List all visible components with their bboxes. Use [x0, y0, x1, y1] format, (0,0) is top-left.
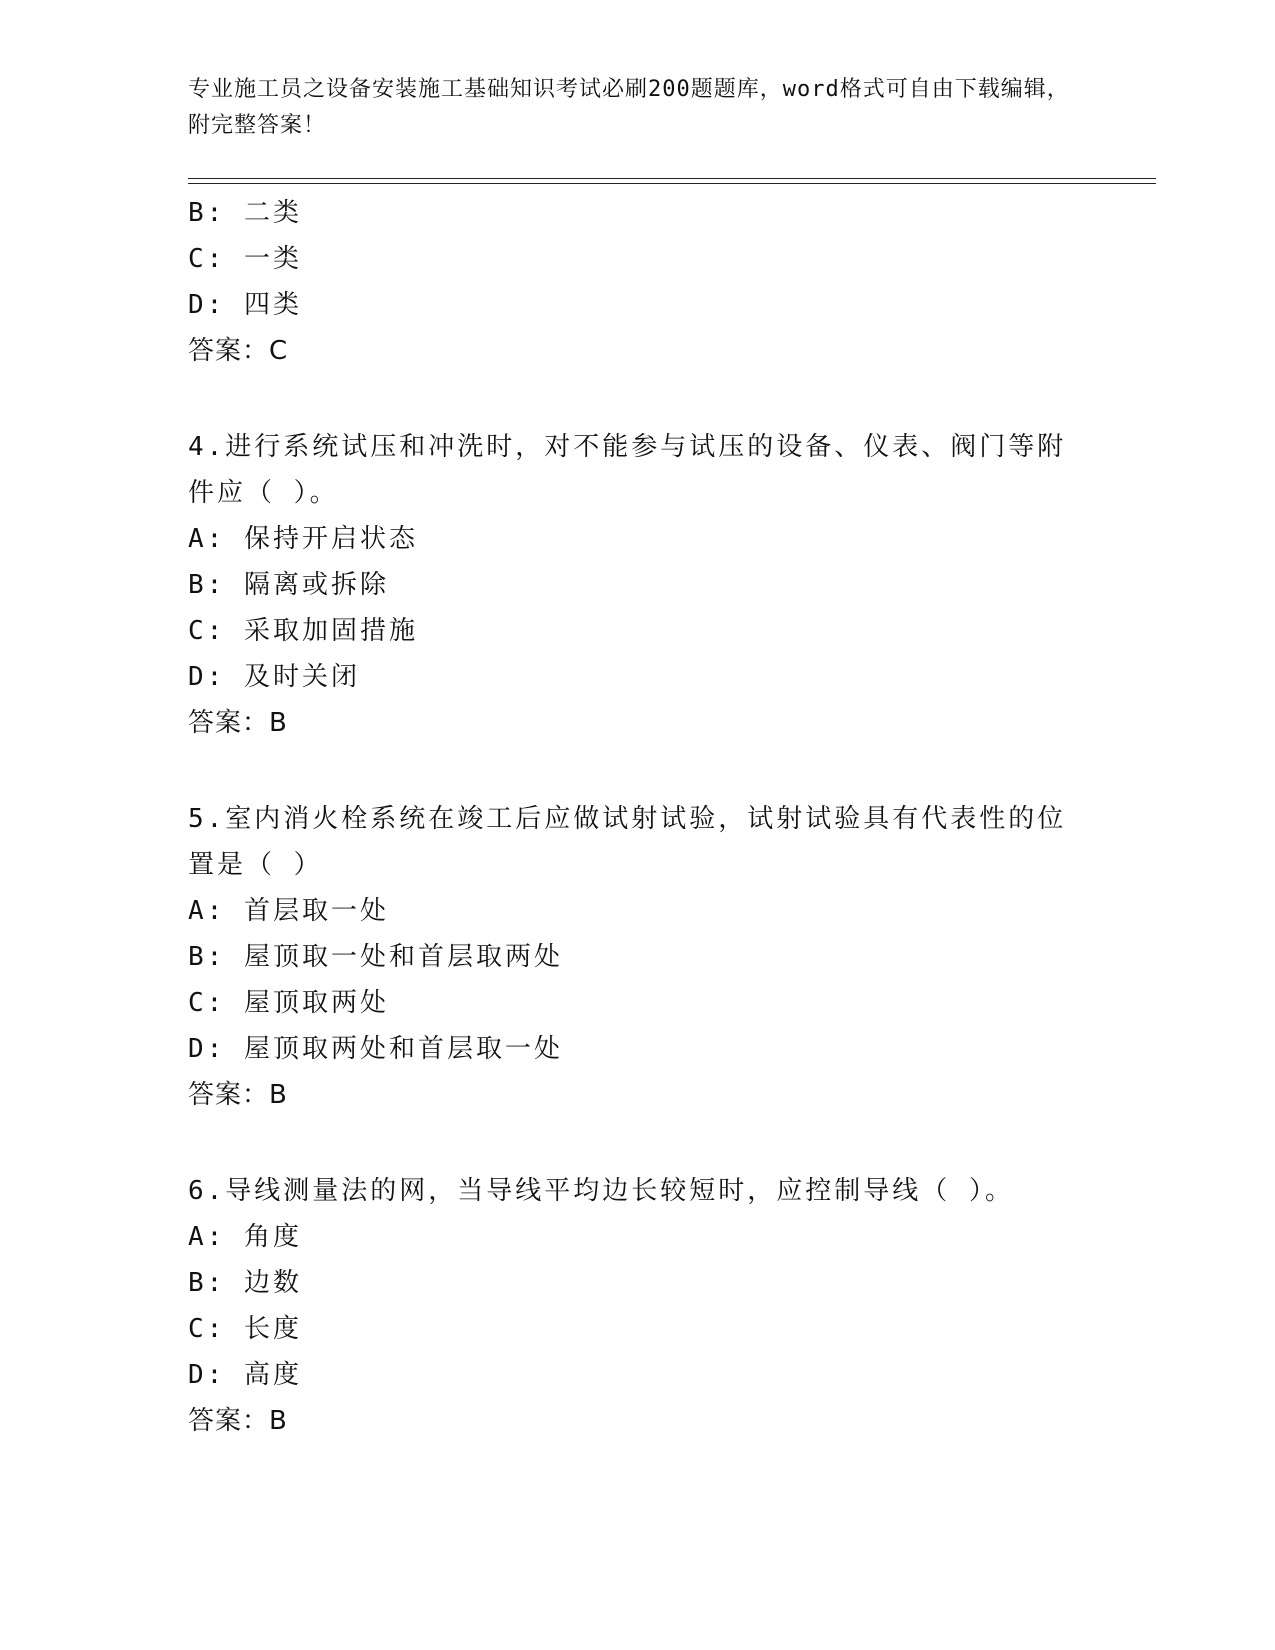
document-header: 专业施工员之设备安装施工基础知识考试必刷200题题库，word格式可自由下载编辑，附完整答案！	[188, 77, 1070, 138]
option-label: A:	[188, 1222, 226, 1252]
answer-line: 答案：B	[188, 1080, 288, 1110]
option-b	[188, 190, 1088, 236]
option-text: 保持开启状态	[243, 524, 418, 554]
option-d	[188, 1026, 1088, 1072]
question-stem: 5.室内消火栓系统在竣工后应做试射试验，试射试验具有代表性的位置是（ ）	[188, 804, 1067, 880]
option-label: D:	[188, 662, 226, 692]
option-label: B:	[188, 198, 226, 228]
option-d	[188, 1352, 1088, 1398]
question-stem: 4.进行系统试压和冲洗时，对不能参与试压的设备、仪表、阀门等附件应（ ）。	[188, 432, 1067, 508]
answer-line: 答案：B	[188, 1406, 288, 1436]
option-c	[188, 608, 1088, 654]
option-c	[188, 980, 1088, 1026]
option-a	[188, 516, 1088, 562]
option-label: A:	[188, 896, 226, 926]
option-text: 高度	[243, 1360, 302, 1390]
answer-line: 答案：C	[188, 336, 289, 366]
option-d	[188, 654, 1088, 700]
option-text: 二类	[243, 198, 302, 228]
answer-line: 答案：B	[188, 708, 288, 738]
option-text: 及时关闭	[243, 662, 360, 692]
option-b	[188, 1260, 1088, 1306]
option-b	[188, 562, 1088, 608]
question-spacer	[188, 374, 1088, 424]
question-spacer	[188, 746, 1088, 796]
question-spacer	[188, 1118, 1088, 1168]
option-text: 隔离或拆除	[243, 570, 389, 600]
option-b	[188, 934, 1088, 980]
option-d	[188, 282, 1088, 328]
option-text: 四类	[243, 290, 302, 320]
question-list	[188, 190, 1088, 1444]
option-a	[188, 1214, 1088, 1260]
header-divider-bottom	[188, 183, 1156, 184]
option-a	[188, 888, 1088, 934]
option-text: 屋顶取两处	[243, 988, 389, 1018]
option-label: A:	[188, 524, 226, 554]
option-label: D:	[188, 1360, 226, 1390]
option-text: 采取加固措施	[243, 616, 418, 646]
header-divider-top	[188, 178, 1156, 179]
question-3-partial	[188, 190, 1088, 374]
option-text: 屋顶取两处和首层取一处	[243, 1034, 563, 1064]
question-6	[188, 1168, 1088, 1444]
option-text: 长度	[243, 1314, 302, 1344]
option-label: C:	[188, 616, 226, 646]
option-label: C:	[188, 1314, 226, 1344]
option-text: 角度	[243, 1222, 302, 1252]
question-4	[188, 424, 1088, 746]
option-label: C:	[188, 244, 226, 274]
option-text: 边数	[243, 1268, 302, 1298]
option-text: 首层取一处	[243, 896, 389, 926]
option-label: B:	[188, 1268, 226, 1298]
option-text: 屋顶取一处和首层取两处	[243, 942, 563, 972]
option-label: C:	[188, 988, 226, 1018]
question-5	[188, 796, 1088, 1118]
option-label: D:	[188, 1034, 226, 1064]
option-label: B:	[188, 570, 226, 600]
option-c	[188, 1306, 1088, 1352]
option-c	[188, 236, 1088, 282]
option-text: 一类	[243, 244, 302, 274]
option-label: B:	[188, 942, 226, 972]
option-label: D:	[188, 290, 226, 320]
question-stem: 6.导线测量法的网，当导线平均边长较短时，应控制导线（ ）。	[188, 1176, 1014, 1206]
